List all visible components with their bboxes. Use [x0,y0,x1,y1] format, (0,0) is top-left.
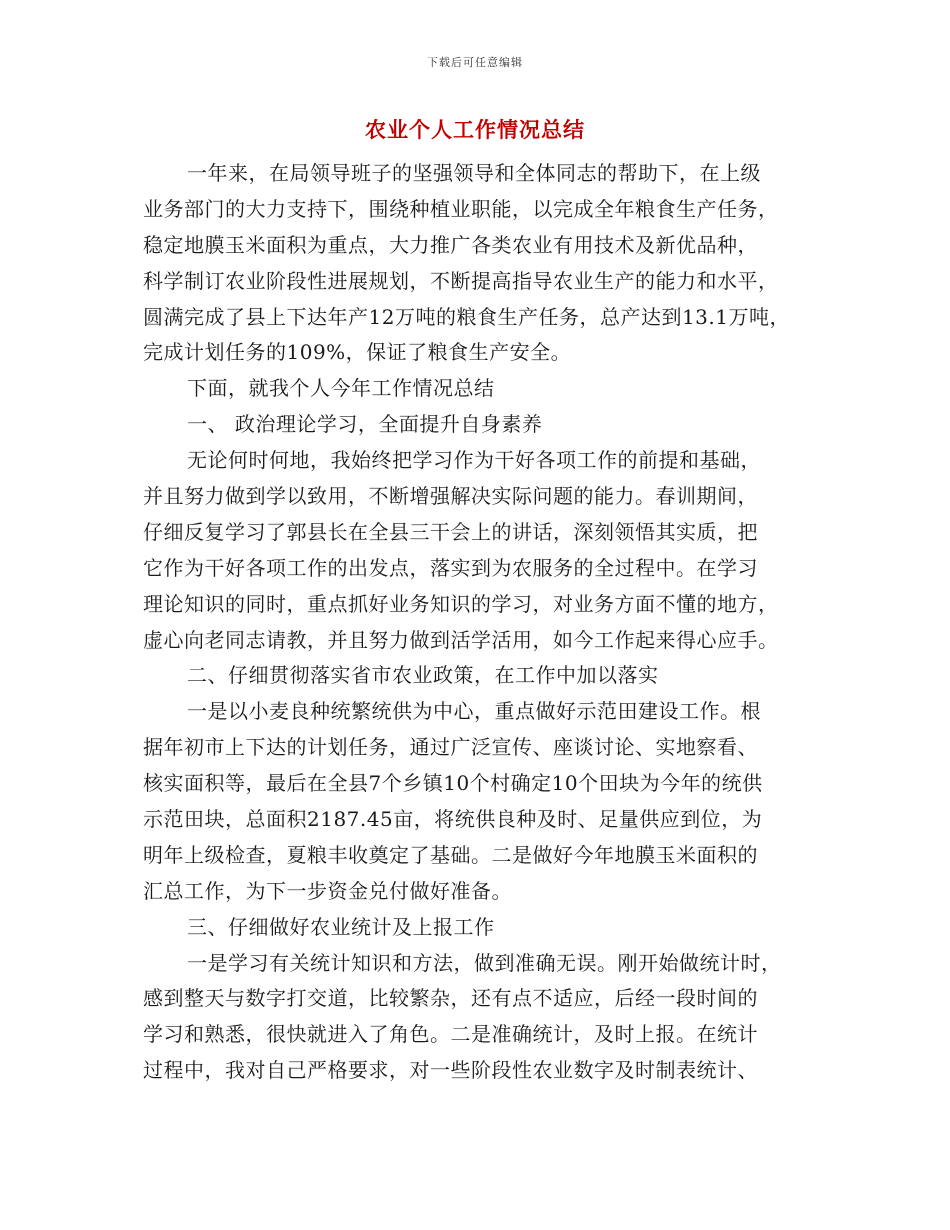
document-body [143,156,833,1089]
document-title: 农业个人工作情况总结 [365,117,585,142]
body-text-line: 据年初市上下达的计划任务，通过广泛宣传、座谈讨论、实地察看、 [143,735,758,760]
body-text-line: 一年来，在局领导班子的坚强领导和全体同志的帮助下，在上级 [187,161,761,185]
body-text-line: 业务部门的大力支持下，围绕种植业职能，以完成全年粮食生产任务， [143,196,779,221]
body-text-line: 稳定地膜玉米面积为重点，大力推广各类农业有用技术及新优品种， [143,232,758,257]
body-text-line: 完成计划任务的109%，保证了粮食生产安全。 [143,340,572,365]
body-text-line: 理论知识的同时，重点抓好业务知识的学习，对业务方面不懂的地方， [143,591,779,616]
body-text-line: 核实面积等，最后在全县7个乡镇10个村确定10个田块为今年的统供 [143,771,763,796]
body-text-line: 过程中，我对自己严格要求，对一些阶段性农业数字及时制表统计、 [143,1058,758,1083]
body-text-line: 圆满完成了县上下达年产12万吨的粮食生产任务，总产达到13.1万吨， [143,304,790,329]
body-text-line: 学习和熟悉，很快就进入了角色。二是准确统计，及时上报。在统计 [143,1022,758,1047]
body-text-line: 示范田块，总面积2187.45亩，将统供良种及时、足量供应到位，为 [143,807,763,832]
body-text-line: 一是以小麦良种统繁统供为中心，重点做好示范田建设工作。根 [187,699,761,724]
body-text-line: 并且努力做到学以致用，不断增强解决实际问题的能力。春训期间， [143,484,758,509]
body-text-line: 感到整天与数字打交道，比较繁杂，还有点不适应，后经一段时间的 [143,986,758,1011]
body-text-line: 虚心向老同志请教，并且努力做到活学活用，如今工作起来得心应手。 [143,627,779,652]
body-text-line: 三、仔细做好农业统计及上报工作 [187,914,495,939]
body-text-line: 它作为干好各项工作的出发点，落实到为农服务的全过程中。在学习 [143,555,758,580]
body-text-line: 下面，就我个人今年工作情况总结 [187,376,495,401]
body-text-line: 明年上级检查，夏粮丰收奠定了基础。二是做好今年地膜玉米面积的 [143,842,758,867]
header-note: 下载后可任意编辑 [427,56,523,69]
body-text-line: 仔细反复学习了郭县长在全县三干会上的讲话，深刻领悟其实质，把 [143,519,758,544]
body-text-line: 科学制订农业阶段性进展规划，不断提高指导农业生产的能力和水平， [143,268,779,293]
body-text-line: 汇总工作，为下一步资金兑付做好准备。 [143,878,512,903]
body-text-line: 一、 政治理论学习，全面提升自身素养 [187,412,543,437]
body-text-line: 无论何时何地，我始终把学习作为干好各项工作的前提和基础， [187,448,761,473]
body-text-line: 二、仔细贯彻落实省市农业政策，在工作中加以落实 [187,663,659,688]
body-text-line: 一是学习有关统计知识和方法，做到准确无误。刚开始做统计时， [187,950,782,975]
